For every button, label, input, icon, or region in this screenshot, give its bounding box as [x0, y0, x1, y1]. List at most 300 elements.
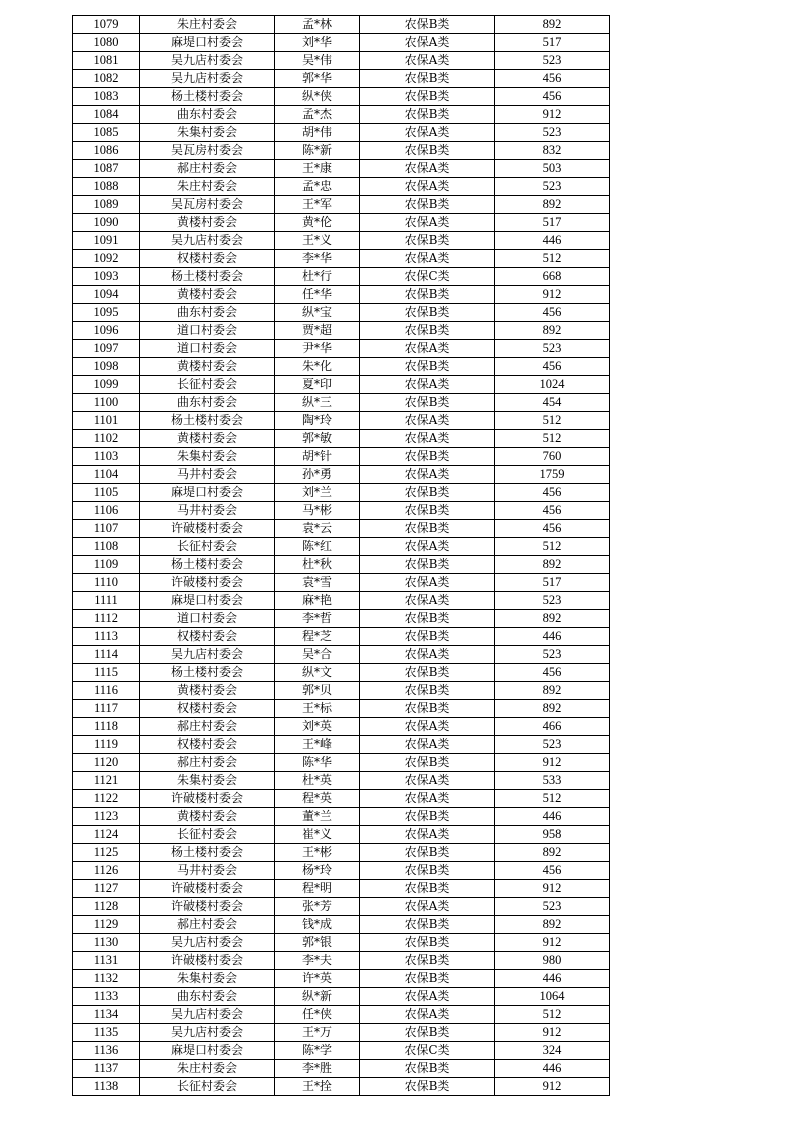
village-committee-cell: 朱庄村委会 — [140, 178, 275, 196]
insurance-category-cell: 农保B类 — [360, 700, 495, 718]
amount-cell: 523 — [495, 178, 610, 196]
insurance-category-cell: 农保B类 — [360, 880, 495, 898]
village-committee-cell: 郝庄村委会 — [140, 160, 275, 178]
table-row — [73, 844, 610, 862]
table-row — [73, 142, 610, 160]
name-cell: 纵*新 — [275, 988, 360, 1006]
row-number-cell: 1118 — [73, 718, 140, 736]
village-committee-cell: 许破楼村委会 — [140, 898, 275, 916]
insurance-category-cell: 农保B类 — [360, 610, 495, 628]
name-cell: 李*胜 — [275, 1060, 360, 1078]
village-committee-cell: 黄楼村委会 — [140, 682, 275, 700]
table-row — [73, 70, 610, 88]
table-row — [73, 1060, 610, 1078]
village-committee-cell: 吴九店村委会 — [140, 1006, 275, 1024]
insurance-category-cell: 农保B类 — [360, 862, 495, 880]
row-number-cell: 1125 — [73, 844, 140, 862]
village-committee-cell: 权楼村委会 — [140, 736, 275, 754]
village-committee-cell: 许破楼村委会 — [140, 520, 275, 538]
row-number-cell: 1087 — [73, 160, 140, 178]
row-number-cell: 1103 — [73, 448, 140, 466]
insurance-category-cell: 农保B类 — [360, 556, 495, 574]
name-cell: 纵*三 — [275, 394, 360, 412]
village-committee-cell: 麻堤口村委会 — [140, 34, 275, 52]
row-number-cell: 1107 — [73, 520, 140, 538]
amount-cell: 980 — [495, 952, 610, 970]
row-number-cell: 1105 — [73, 484, 140, 502]
name-cell: 李*华 — [275, 250, 360, 268]
table-row — [73, 646, 610, 664]
insurance-category-cell: 农保B类 — [360, 916, 495, 934]
insurance-category-cell: 农保A类 — [360, 52, 495, 70]
row-number-cell: 1089 — [73, 196, 140, 214]
table-row — [73, 718, 610, 736]
village-committee-cell: 黄楼村委会 — [140, 430, 275, 448]
row-number-cell: 1115 — [73, 664, 140, 682]
name-cell: 贾*超 — [275, 322, 360, 340]
insurance-category-cell: 农保B类 — [360, 448, 495, 466]
insurance-category-cell: 农保B类 — [360, 1078, 495, 1096]
row-number-cell: 1093 — [73, 268, 140, 286]
name-cell: 胡*伟 — [275, 124, 360, 142]
insurance-category-cell: 农保B类 — [360, 808, 495, 826]
village-committee-cell: 黄楼村委会 — [140, 286, 275, 304]
name-cell: 杜*英 — [275, 772, 360, 790]
row-number-cell: 1082 — [73, 70, 140, 88]
insurance-category-cell: 农保B类 — [360, 322, 495, 340]
name-cell: 王*拴 — [275, 1078, 360, 1096]
table-row — [73, 1006, 610, 1024]
amount-cell: 456 — [495, 484, 610, 502]
amount-cell: 517 — [495, 34, 610, 52]
village-committee-cell: 吴九店村委会 — [140, 1024, 275, 1042]
name-cell: 刘*兰 — [275, 484, 360, 502]
village-committee-cell: 长征村委会 — [140, 1078, 275, 1096]
table-row — [73, 1078, 610, 1096]
insurance-category-cell: 农保B类 — [360, 304, 495, 322]
table-row — [73, 52, 610, 70]
table-row — [73, 268, 610, 286]
insurance-category-cell: 农保A类 — [360, 646, 495, 664]
amount-cell: 446 — [495, 808, 610, 826]
row-number-cell: 1102 — [73, 430, 140, 448]
table-row — [73, 916, 610, 934]
amount-cell: 456 — [495, 502, 610, 520]
amount-cell: 523 — [495, 898, 610, 916]
name-cell: 崔*义 — [275, 826, 360, 844]
name-cell: 杜*秋 — [275, 556, 360, 574]
row-number-cell: 1094 — [73, 286, 140, 304]
village-committee-cell: 马井村委会 — [140, 862, 275, 880]
name-cell: 王*义 — [275, 232, 360, 250]
row-number-cell: 1113 — [73, 628, 140, 646]
insurance-category-cell: 农保B类 — [360, 106, 495, 124]
insurance-category-cell: 农保A类 — [360, 736, 495, 754]
insurance-category-cell: 农保B类 — [360, 502, 495, 520]
insurance-category-cell: 农保A类 — [360, 376, 495, 394]
table-row — [73, 106, 610, 124]
row-number-cell: 1083 — [73, 88, 140, 106]
row-number-cell: 1085 — [73, 124, 140, 142]
village-committee-cell: 曲东村委会 — [140, 988, 275, 1006]
row-number-cell: 1120 — [73, 754, 140, 772]
table-row — [73, 754, 610, 772]
insurance-category-cell: 农保B类 — [360, 286, 495, 304]
name-cell: 郭*敏 — [275, 430, 360, 448]
amount-cell: 523 — [495, 52, 610, 70]
village-committee-cell: 杨土楼村委会 — [140, 844, 275, 862]
table-row — [73, 880, 610, 898]
amount-cell: 512 — [495, 412, 610, 430]
village-committee-cell: 权楼村委会 — [140, 700, 275, 718]
village-committee-cell: 吴瓦房村委会 — [140, 196, 275, 214]
amount-cell: 533 — [495, 772, 610, 790]
row-number-cell: 1131 — [73, 952, 140, 970]
table-row — [73, 538, 610, 556]
amount-cell: 892 — [495, 844, 610, 862]
name-cell: 麻*艳 — [275, 592, 360, 610]
row-number-cell: 1086 — [73, 142, 140, 160]
amount-cell: 912 — [495, 1024, 610, 1042]
name-cell: 董*兰 — [275, 808, 360, 826]
amount-cell: 503 — [495, 160, 610, 178]
village-committee-cell: 吴九店村委会 — [140, 934, 275, 952]
insurance-category-cell: 农保A类 — [360, 898, 495, 916]
row-number-cell: 1117 — [73, 700, 140, 718]
row-number-cell: 1106 — [73, 502, 140, 520]
village-committee-cell: 郝庄村委会 — [140, 916, 275, 934]
row-number-cell: 1101 — [73, 412, 140, 430]
insurance-category-cell: 农保B类 — [360, 484, 495, 502]
amount-cell: 892 — [495, 196, 610, 214]
name-cell: 孙*勇 — [275, 466, 360, 484]
name-cell: 吴*伟 — [275, 52, 360, 70]
amount-cell: 892 — [495, 610, 610, 628]
amount-cell: 912 — [495, 880, 610, 898]
row-number-cell: 1108 — [73, 538, 140, 556]
amount-cell: 466 — [495, 718, 610, 736]
table-row — [73, 34, 610, 52]
amount-cell: 892 — [495, 682, 610, 700]
amount-cell: 454 — [495, 394, 610, 412]
data-table — [72, 15, 610, 1096]
village-committee-cell: 杨土楼村委会 — [140, 664, 275, 682]
name-cell: 孟*忠 — [275, 178, 360, 196]
insurance-category-cell: 农保B类 — [360, 628, 495, 646]
insurance-category-cell: 农保A类 — [360, 988, 495, 1006]
name-cell: 任*侠 — [275, 1006, 360, 1024]
table-row — [73, 898, 610, 916]
amount-cell: 958 — [495, 826, 610, 844]
row-number-cell: 1095 — [73, 304, 140, 322]
row-number-cell: 1114 — [73, 646, 140, 664]
row-number-cell: 1134 — [73, 1006, 140, 1024]
table-row — [73, 520, 610, 538]
table-row — [73, 502, 610, 520]
village-committee-cell: 吴九店村委会 — [140, 646, 275, 664]
row-number-cell: 1111 — [73, 592, 140, 610]
table-row — [73, 250, 610, 268]
insurance-category-cell: 农保A类 — [360, 34, 495, 52]
row-number-cell: 1130 — [73, 934, 140, 952]
village-committee-cell: 杨土楼村委会 — [140, 556, 275, 574]
village-committee-cell: 许破楼村委会 — [140, 880, 275, 898]
name-cell: 李*哲 — [275, 610, 360, 628]
document-sheet — [72, 15, 609, 1096]
row-number-cell: 1079 — [73, 16, 140, 34]
insurance-category-cell: 农保B类 — [360, 232, 495, 250]
table-row — [73, 988, 610, 1006]
table-row — [73, 322, 610, 340]
row-number-cell: 1132 — [73, 970, 140, 988]
row-number-cell: 1135 — [73, 1024, 140, 1042]
row-number-cell: 1090 — [73, 214, 140, 232]
name-cell: 王*彬 — [275, 844, 360, 862]
village-committee-cell: 朱庄村委会 — [140, 1060, 275, 1078]
table-row — [73, 232, 610, 250]
village-committee-cell: 杨土楼村委会 — [140, 412, 275, 430]
insurance-category-cell: 农保A类 — [360, 214, 495, 232]
amount-cell: 1024 — [495, 376, 610, 394]
row-number-cell: 1080 — [73, 34, 140, 52]
amount-cell: 523 — [495, 736, 610, 754]
insurance-category-cell: 农保A类 — [360, 1006, 495, 1024]
table-row — [73, 88, 610, 106]
amount-cell: 512 — [495, 1006, 610, 1024]
row-number-cell: 1097 — [73, 340, 140, 358]
table-row — [73, 376, 610, 394]
village-committee-cell: 道口村委会 — [140, 610, 275, 628]
amount-cell: 456 — [495, 304, 610, 322]
row-number-cell: 1099 — [73, 376, 140, 394]
amount-cell: 760 — [495, 448, 610, 466]
amount-cell: 324 — [495, 1042, 610, 1060]
table-row — [73, 430, 610, 448]
amount-cell: 512 — [495, 250, 610, 268]
insurance-category-cell: 农保B类 — [360, 16, 495, 34]
amount-cell: 892 — [495, 16, 610, 34]
village-committee-cell: 道口村委会 — [140, 340, 275, 358]
table-row — [73, 16, 610, 34]
insurance-category-cell: 农保B类 — [360, 520, 495, 538]
row-number-cell: 1121 — [73, 772, 140, 790]
name-cell: 郭*贝 — [275, 682, 360, 700]
row-number-cell: 1122 — [73, 790, 140, 808]
village-committee-cell: 朱集村委会 — [140, 124, 275, 142]
amount-cell: 523 — [495, 646, 610, 664]
name-cell: 吴*合 — [275, 646, 360, 664]
amount-cell: 517 — [495, 214, 610, 232]
village-committee-cell: 郝庄村委会 — [140, 718, 275, 736]
village-committee-cell: 朱庄村委会 — [140, 16, 275, 34]
name-cell: 钱*成 — [275, 916, 360, 934]
name-cell: 袁*云 — [275, 520, 360, 538]
table-row — [73, 736, 610, 754]
amount-cell: 912 — [495, 106, 610, 124]
village-committee-cell: 曲东村委会 — [140, 304, 275, 322]
amount-cell: 456 — [495, 70, 610, 88]
insurance-category-cell: 农保B类 — [360, 952, 495, 970]
table-row — [73, 124, 610, 142]
name-cell: 陶*玲 — [275, 412, 360, 430]
insurance-category-cell: 农保A类 — [360, 574, 495, 592]
amount-cell: 456 — [495, 358, 610, 376]
name-cell: 胡*针 — [275, 448, 360, 466]
name-cell: 纵*文 — [275, 664, 360, 682]
insurance-category-cell: 农保A类 — [360, 340, 495, 358]
row-number-cell: 1092 — [73, 250, 140, 268]
village-committee-cell: 杨土楼村委会 — [140, 88, 275, 106]
name-cell: 纵*侠 — [275, 88, 360, 106]
table-row — [73, 1042, 610, 1060]
amount-cell: 446 — [495, 970, 610, 988]
table-row — [73, 1024, 610, 1042]
amount-cell: 912 — [495, 1078, 610, 1096]
row-number-cell: 1096 — [73, 322, 140, 340]
row-number-cell: 1133 — [73, 988, 140, 1006]
village-committee-cell: 许破楼村委会 — [140, 574, 275, 592]
insurance-category-cell: 农保B类 — [360, 844, 495, 862]
table-row — [73, 178, 610, 196]
table-row — [73, 484, 610, 502]
table-row — [73, 664, 610, 682]
name-cell: 孟*林 — [275, 16, 360, 34]
amount-cell: 892 — [495, 322, 610, 340]
insurance-category-cell: 农保B类 — [360, 682, 495, 700]
row-number-cell: 1081 — [73, 52, 140, 70]
row-number-cell: 1128 — [73, 898, 140, 916]
table-row — [73, 304, 610, 322]
table-row — [73, 286, 610, 304]
amount-cell: 832 — [495, 142, 610, 160]
amount-cell: 446 — [495, 232, 610, 250]
name-cell: 陈*学 — [275, 1042, 360, 1060]
row-number-cell: 1110 — [73, 574, 140, 592]
name-cell: 刘*英 — [275, 718, 360, 736]
name-cell: 程*明 — [275, 880, 360, 898]
table-row — [73, 160, 610, 178]
insurance-category-cell: 农保B类 — [360, 142, 495, 160]
name-cell: 王*峰 — [275, 736, 360, 754]
insurance-category-cell: 农保B类 — [360, 358, 495, 376]
village-committee-cell: 黄楼村委会 — [140, 358, 275, 376]
name-cell: 张*芳 — [275, 898, 360, 916]
name-cell: 郭*华 — [275, 70, 360, 88]
village-committee-cell: 许破楼村委会 — [140, 952, 275, 970]
village-committee-cell: 道口村委会 — [140, 322, 275, 340]
table-row — [73, 970, 610, 988]
table-row — [73, 610, 610, 628]
amount-cell: 512 — [495, 538, 610, 556]
amount-cell: 523 — [495, 592, 610, 610]
row-number-cell: 1129 — [73, 916, 140, 934]
insurance-category-cell: 农保A类 — [360, 430, 495, 448]
name-cell: 李*夫 — [275, 952, 360, 970]
row-number-cell: 1088 — [73, 178, 140, 196]
village-committee-cell: 朱集村委会 — [140, 448, 275, 466]
name-cell: 陈*新 — [275, 142, 360, 160]
village-committee-cell: 权楼村委会 — [140, 250, 275, 268]
village-committee-cell: 朱集村委会 — [140, 970, 275, 988]
amount-cell: 446 — [495, 1060, 610, 1078]
name-cell: 郭*银 — [275, 934, 360, 952]
village-committee-cell: 麻堤口村委会 — [140, 484, 275, 502]
village-committee-cell: 吴九店村委会 — [140, 232, 275, 250]
insurance-category-cell: 农保A类 — [360, 466, 495, 484]
row-number-cell: 1127 — [73, 880, 140, 898]
insurance-category-cell: 农保A类 — [360, 250, 495, 268]
amount-cell: 668 — [495, 268, 610, 286]
village-committee-cell: 长征村委会 — [140, 376, 275, 394]
name-cell: 王*军 — [275, 196, 360, 214]
table-row — [73, 628, 610, 646]
village-committee-cell: 黄楼村委会 — [140, 808, 275, 826]
village-committee-cell: 朱集村委会 — [140, 772, 275, 790]
village-committee-cell: 吴九店村委会 — [140, 70, 275, 88]
amount-cell: 523 — [495, 124, 610, 142]
name-cell: 马*彬 — [275, 502, 360, 520]
village-committee-cell: 麻堤口村委会 — [140, 592, 275, 610]
row-number-cell: 1119 — [73, 736, 140, 754]
insurance-category-cell: 农保B类 — [360, 1024, 495, 1042]
insurance-category-cell: 农保B类 — [360, 1060, 495, 1078]
name-cell: 杨*玲 — [275, 862, 360, 880]
insurance-category-cell: 农保B类 — [360, 394, 495, 412]
amount-cell: 512 — [495, 430, 610, 448]
insurance-category-cell: 农保A类 — [360, 538, 495, 556]
row-number-cell: 1138 — [73, 1078, 140, 1096]
name-cell: 许*英 — [275, 970, 360, 988]
row-number-cell: 1126 — [73, 862, 140, 880]
insurance-category-cell: 农保A类 — [360, 826, 495, 844]
table-row — [73, 700, 610, 718]
row-number-cell: 1116 — [73, 682, 140, 700]
table-row — [73, 196, 610, 214]
row-number-cell: 1137 — [73, 1060, 140, 1078]
amount-cell: 892 — [495, 556, 610, 574]
village-committee-cell: 曲东村委会 — [140, 394, 275, 412]
name-cell: 陈*红 — [275, 538, 360, 556]
row-number-cell: 1109 — [73, 556, 140, 574]
amount-cell: 892 — [495, 916, 610, 934]
row-number-cell: 1084 — [73, 106, 140, 124]
village-committee-cell: 吴瓦房村委会 — [140, 142, 275, 160]
amount-cell: 517 — [495, 574, 610, 592]
row-number-cell: 1091 — [73, 232, 140, 250]
insurance-category-cell: 农保B类 — [360, 664, 495, 682]
row-number-cell: 1098 — [73, 358, 140, 376]
row-number-cell: 1104 — [73, 466, 140, 484]
amount-cell: 892 — [495, 700, 610, 718]
table-row — [73, 592, 610, 610]
village-committee-cell: 吴九店村委会 — [140, 52, 275, 70]
name-cell: 夏*印 — [275, 376, 360, 394]
table-body — [73, 16, 610, 1096]
insurance-category-cell: 农保A类 — [360, 160, 495, 178]
amount-cell: 912 — [495, 286, 610, 304]
insurance-category-cell: 农保B类 — [360, 934, 495, 952]
table-row — [73, 340, 610, 358]
insurance-category-cell: 农保B类 — [360, 196, 495, 214]
village-committee-cell: 马井村委会 — [140, 466, 275, 484]
village-committee-cell: 曲东村委会 — [140, 106, 275, 124]
village-committee-cell: 权楼村委会 — [140, 628, 275, 646]
name-cell: 孟*杰 — [275, 106, 360, 124]
insurance-category-cell: 农保C类 — [360, 268, 495, 286]
table-row — [73, 952, 610, 970]
table-row — [73, 574, 610, 592]
insurance-category-cell: 农保C类 — [360, 1042, 495, 1060]
